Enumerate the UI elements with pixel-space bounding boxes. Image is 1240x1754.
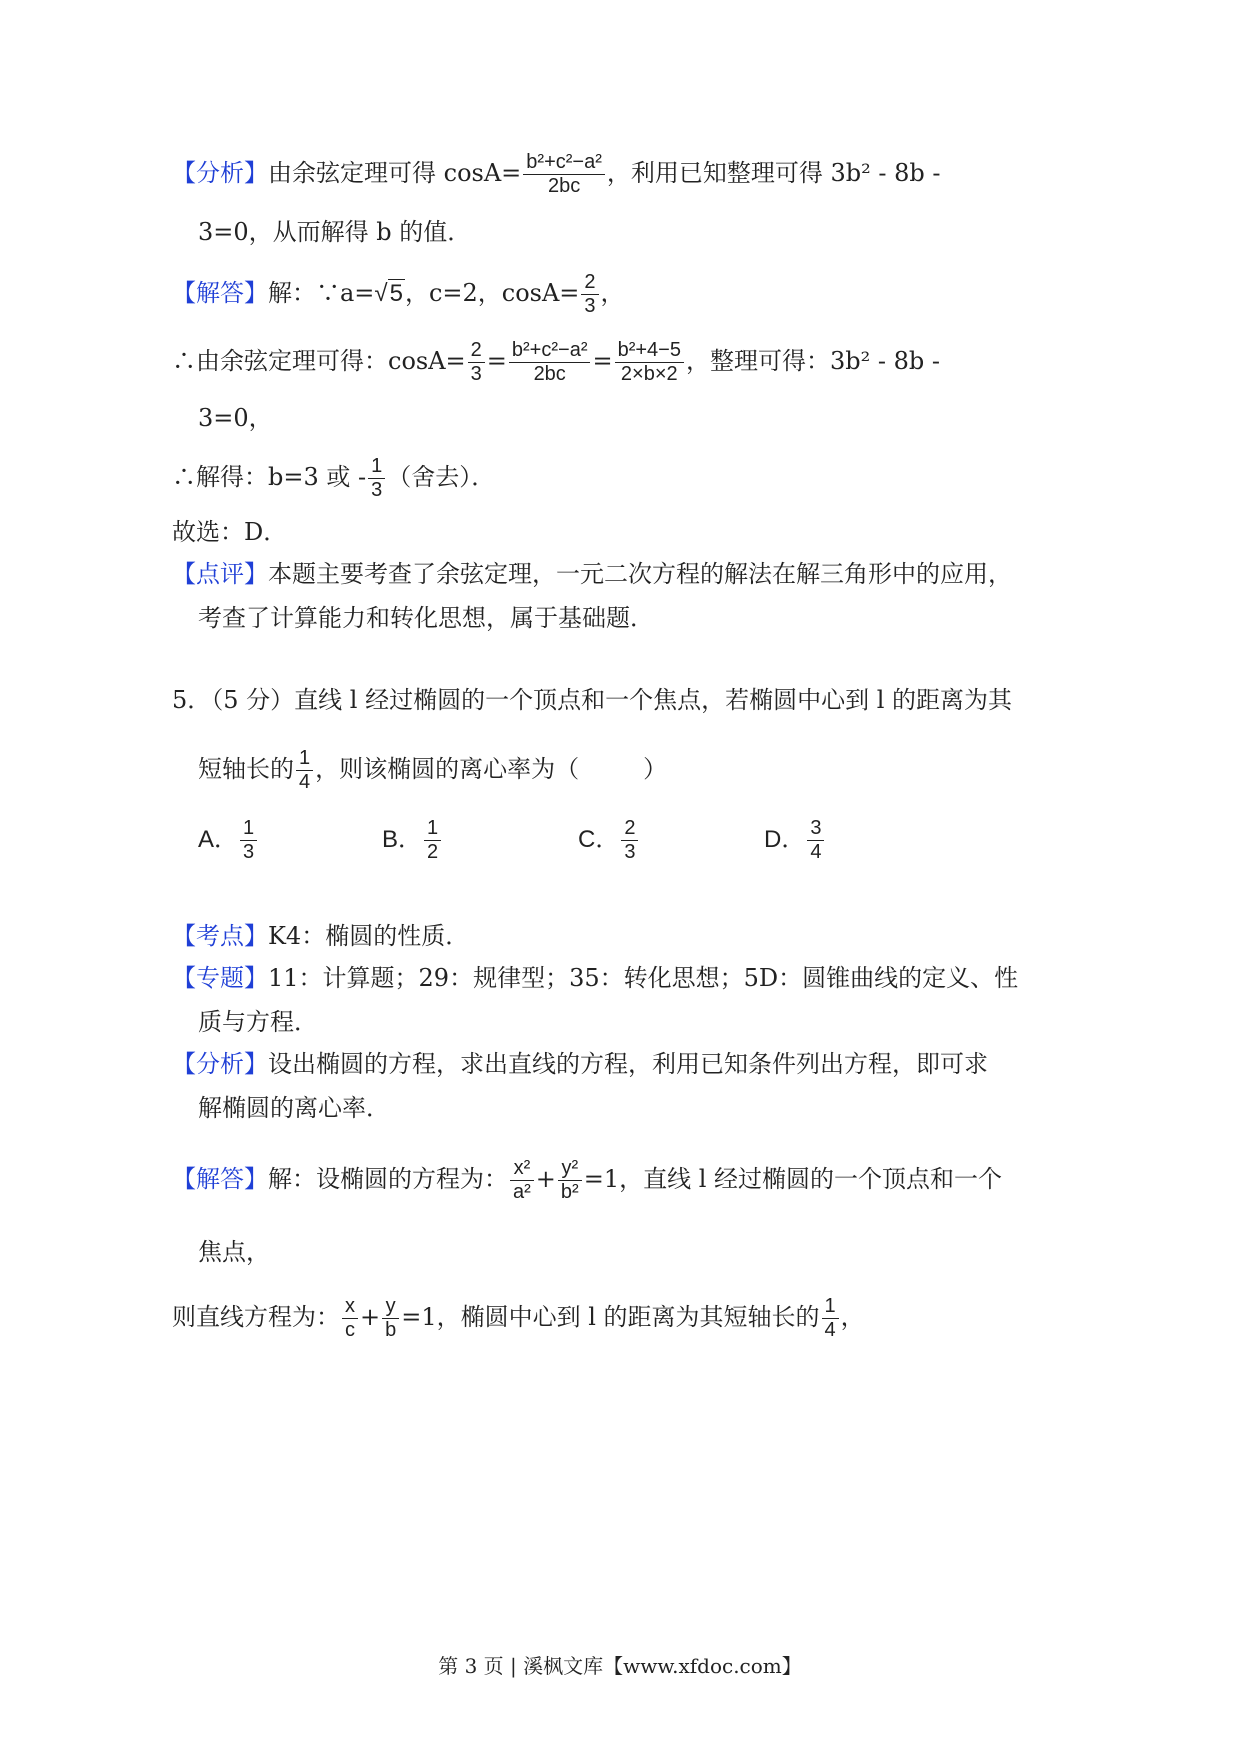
fenxi-line: 【分析】由余弦定理可得 cosA= $\frac{\text{b²+c²−a²}}{2bc}$ ，利用已知整理可得 3b² - 8b - <box>172 151 941 197</box>
q5-stem-continuation: 短轴长的 $\frac{1}{4}$ ，则该椭圆的离心率为（ ） <box>198 747 668 793</box>
jieda-tag: 【解答】 <box>172 279 268 307</box>
fraction: $\frac{1}{4}$ <box>296 748 313 793</box>
q5-jieda-line: 【解答】解：设椭圆的方程为： $\frac{\text{x²}}{\text{a²}}$ + $\frac{\text{y²}}{\text{b²}}$ =1，直线 l 经过椭圆的一个顶点和一个 <box>172 1157 1003 1203</box>
fraction: $\frac{\text{b²+4−5}}{2\times b\times 2}$ <box>615 340 684 385</box>
fraction: $\frac{x}{c}$ <box>342 1296 358 1341</box>
line-equation: 则直线方程为： $\frac{x}{c}$ + $\frac{y}{b}$ =1，椭圆中心到 l 的距离为其短轴长的 $\frac{1}{4}$ ， <box>172 1295 865 1341</box>
fraction: $\frac{2}{3}$ <box>468 340 485 385</box>
dianping-line: 【点评】本题主要考查了余弦定理，一元二次方程的解法在解三角形中的应用， <box>172 560 1012 588</box>
dianping-continuation: 考查了计算能力和转化思想，属于基础题． <box>198 604 654 632</box>
page-footer: 第 3 页 | 溪枫文库【www.xfdoc.com】 <box>438 1654 802 1678</box>
dianping-tag: 【点评】 <box>172 560 268 588</box>
fraction: $\frac{1}{4}$ <box>822 1296 839 1341</box>
q5-stem: 5．（5 分）直线 l 经过椭圆的一个顶点和一个焦点，若椭圆中心到 l 的距离为其 <box>172 686 1013 714</box>
therefore-line-1: ∴由余弦定理可得：cosA= $\frac{2}{3}$ = $\frac{\text{b²+c²−a²}}{2bc}$ = $\frac{\text{b²+4−5}}{2\times b\times 2}$ ，整理可得：3b² - 8b - <box>172 339 940 385</box>
q5-jieda-continuation: 焦点， <box>198 1238 270 1266</box>
q5-options <box>198 818 898 868</box>
q5-fenxi-continuation: 解椭圆的离心率． <box>198 1094 390 1122</box>
fraction: $\frac{\text{x²}}{\text{a²}}$ <box>510 1158 534 1203</box>
option-d[interactable]: D． $\frac{3}{4}$ <box>764 818 826 863</box>
fraction: $\frac{1}{3}$ <box>368 456 385 501</box>
q5-fenxi-line: 【分析】设出椭圆的方程，求出直线的方程，利用已知条件列出方程，即可求 <box>172 1050 988 1078</box>
therefore-line-2: ∴解得：b=3 或 - $\frac{1}{3}$ （舍去）． <box>172 455 496 501</box>
fraction: $\frac{\text{y²}}{\text{b²}}$ <box>558 1158 582 1203</box>
zhuanti-line: 【专题】11：计算题；29：规律型；35：转化思想；5D：圆锥曲线的定义、性 <box>172 964 1019 992</box>
zhuanti-continuation: 质与方程． <box>198 1008 318 1036</box>
fraction: $\frac{\text{b²+c²−a²}}{2bc}$ <box>509 340 591 385</box>
option-c[interactable]: C． $\frac{2}{3}$ <box>578 818 640 863</box>
therefore-continuation: 3=0， <box>198 404 273 432</box>
jieda-line: 【解答】解：∵a=√5，c=2，cosA= $\frac{2}{3}$ ， <box>172 271 625 317</box>
fraction: $\frac{2}{3}$ <box>581 272 598 317</box>
fraction: $\frac{y}{b}$ <box>382 1296 399 1341</box>
sqrt: √5 <box>374 280 403 307</box>
option-b[interactable]: B． $\frac{1}{2}$ <box>382 818 443 863</box>
fraction: $\frac{\text{b²+c²−a²}}{2bc}$ <box>523 152 605 197</box>
kaodian-line: 【考点】K4：椭圆的性质． <box>172 922 470 950</box>
fenxi-continuation: 3=0，从而解得 b 的值． <box>198 218 472 246</box>
option-a[interactable]: A． $\frac{1}{3}$ <box>198 818 259 863</box>
answer-choice: 故选：D． <box>172 518 288 546</box>
fenxi-tag: 【分析】 <box>172 159 268 187</box>
